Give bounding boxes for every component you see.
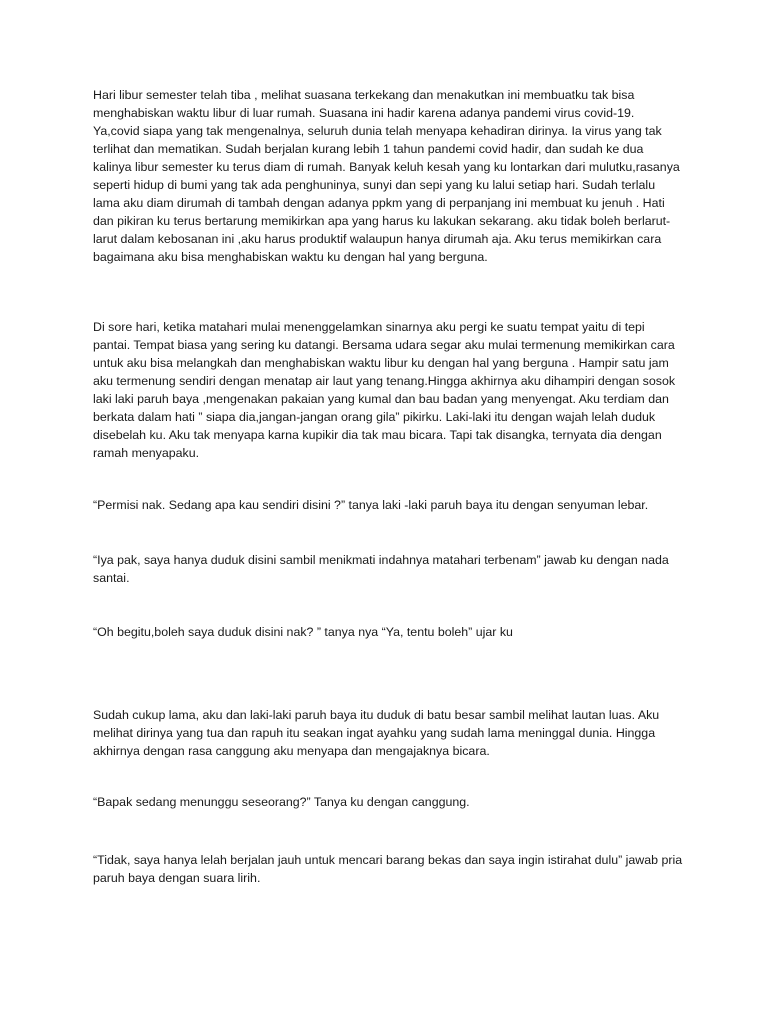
paragraph-reflection: Sudah cukup lama, aku dan laki-laki paruh baya itu duduk di batu besar sambil melihat lautan luas. Aku melihat dirinya yang tua dan rapuh itu seakan ingat ayahku yang sudah lama meninggal dunia. Hingga akhirnya dengan rasa canggung aku menyapa dan mengajaknya bicara. — [93, 708, 660, 758]
dialogue-line-sit: “Oh begitu,boleh saya duduk disini nak? ” tanya nya “Ya, tentu boleh” ujar ku — [93, 625, 513, 639]
dialogue-line-greeting: “Permisi nak. Sedang apa kau sendiri disini ?” tanya laki -laki paruh baya itu dengan senyuman lebar. — [93, 498, 649, 512]
dialogue-line-answer: “Tidak, saya hanya lelah berjalan jauh untuk mencari barang bekas dan saya ingin istirahat dulu” jawab pria paruh baya dengan suara lirih. — [93, 853, 683, 885]
paragraph-beach: Di sore hari, ketika matahari mulai menenggelamkan sinarnya aku pergi ke suatu tempat yaitu di tepi pantai. Tempat biasa yang sering ku datangi. Bersama udara segar aku mulai termenung memikirkan cara untuk aku bisa melangkah dan menghabiskan waktu libur ku dengan hal yang berguna . Hampir satu jam aku termenung sendiri dengan menatap air laut yang tenang.Hingga akhirnya aku dihampiri dengan sosok laki laki paruh baya ,mengenakan pakaian yang kumal dan bau badan yang menyengat. Aku terdiam dan berkata dalam hati ” siapa dia,jangan-jangan orang gila” pikirku. Laki-laki itu dengan wajah lelah duduk disebelah ku. Aku tak menyapa karna kupikir dia tak mau bicara. Tapi tak disangka, ternyata dia dengan ramah menyapaku. — [93, 320, 676, 460]
paragraph-opening: Hari libur semester telah tiba , melihat suasana terkekang dan menakutkan ini membuatku tak bisa menghabiskan waktu libur di luar rumah. Suasana ini hadir karena adanya pandemi virus covid-19. Ya,covid siapa yang tak mengenalnya, seluruh dunia telah menyapa kehadiran dirinya. Ia virus yang tak terlihat dan mematikan. Sudah berjalan kurang lebih 1 tahun pandemi covid hadir, dan sudah ke dua kalinya libur semester ku terus diam di rumah. Banyak keluh kesah yang ku lontarkan dari mulutku,rasanya seperti hidup di bumi yang tak ada penghuninya, sunyi dan sepi yang ku lalui setiap hari. Sudah terlalu lama aku diam dirumah di tambah dengan adanya ppkm yang di perpanjang ini membuat ku jenuh . Hati dan pikiran ku terus bertarung memikirkan apa yang harus ku lakukan sekarang. aku tidak boleh berlarut-larut dalam kebosanan ini ,aku harus produktif walaupun hanya dirumah aja. Aku terus memikirkan cara bagaimana aku bisa menghabiskan waktu ku dengan hal yang berguna. — [93, 88, 680, 264]
dialogue-line-question: “Bapak sedang menunggu seseorang?” Tanya ku dengan canggung. — [93, 795, 470, 809]
dialogue-line-reply: “Iya pak, saya hanya duduk disini sambil menikmati indahnya matahari terbenam” jawab ku dengan nada santai. — [93, 553, 669, 585]
